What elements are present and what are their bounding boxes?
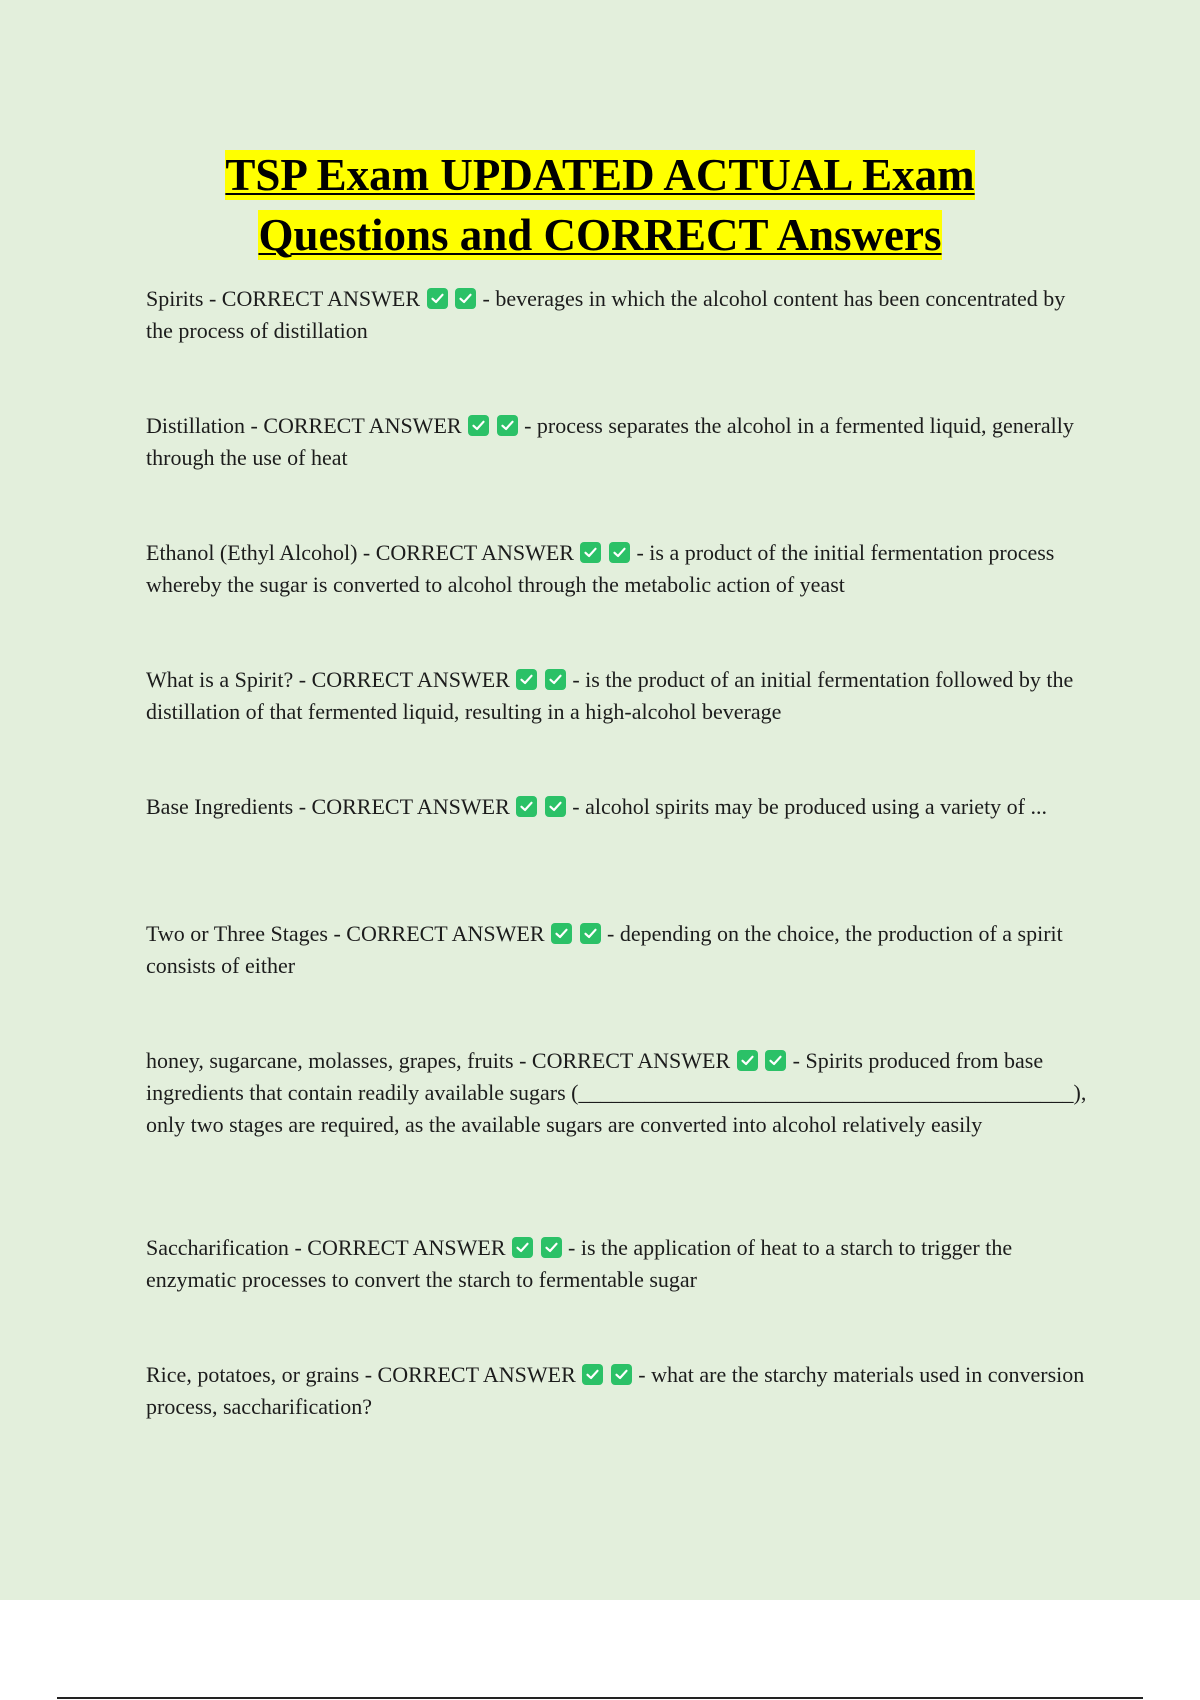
- check-mark-icon: [737, 1050, 758, 1071]
- qa-separator: - CORRECT ANSWER: [245, 413, 462, 438]
- qa-term: Saccharification: [146, 1235, 289, 1260]
- qa-item: [146, 537, 1096, 601]
- check-mark-icon: [455, 288, 476, 309]
- qa-answer: - Spirits produced from base ingredients that contain readily available sugars (_____________________________________________), only two stages are required, as the available sugars are converted into alcohol relatively easily: [146, 1048, 1087, 1137]
- qa-item: [146, 1232, 1096, 1296]
- qa-separator: - CORRECT ANSWER: [327, 921, 545, 946]
- qa-item: [146, 918, 1096, 982]
- qa-answer: - what are the starchy materials used in conversion process, saccharification?: [146, 1362, 1085, 1419]
- qa-separator: - CORRECT ANSWER: [293, 667, 510, 692]
- qa-item: [146, 410, 1096, 474]
- check-mark-icon: [516, 796, 537, 817]
- qa-term: Distillation: [146, 413, 245, 438]
- qa-item: [146, 1045, 1096, 1141]
- title-line-1: TSP Exam UPDATED ACTUAL Exam: [225, 150, 975, 200]
- qa-answer: - is a product of the initial fermentation process whereby the sugar is converted to alcohol through the metabolic action of yeast: [146, 540, 1055, 597]
- check-mark-icon: [765, 1050, 786, 1071]
- qa-separator: - CORRECT ANSWER: [288, 1235, 506, 1260]
- qa-item: [146, 791, 1096, 823]
- check-mark-icon: [609, 542, 630, 563]
- qa-term: Spirits: [146, 286, 204, 311]
- qa-item: [146, 1359, 1096, 1423]
- check-mark-icon: [611, 1364, 632, 1385]
- qa-term: honey, sugarcane, molasses, grapes, fruits: [146, 1048, 514, 1073]
- check-mark-icon: [512, 1237, 533, 1258]
- check-mark-icon: [582, 1364, 603, 1385]
- qa-term: Two or Three Stages: [146, 921, 328, 946]
- check-mark-icon: [580, 923, 601, 944]
- check-mark-icon: [497, 415, 518, 436]
- qa-term: What is a Spirit?: [146, 667, 294, 692]
- check-mark-icon: [545, 796, 566, 817]
- qa-item: [146, 664, 1096, 728]
- document-title: [0, 145, 1200, 265]
- check-mark-icon: [545, 669, 566, 690]
- qa-separator: - CORRECT ANSWER: [203, 286, 421, 311]
- qa-answer: - beverages in which the alcohol content has been concentrated by the process of distillation: [146, 286, 1066, 343]
- check-mark-icon: [427, 288, 448, 309]
- title-line-2: Questions and CORRECT Answers: [258, 210, 942, 260]
- qa-answer: - is the application of heat to a starch to trigger the enzymatic processes to convert the starch to fermentable sugar: [146, 1235, 1013, 1292]
- qa-separator: - CORRECT ANSWER: [513, 1048, 731, 1073]
- qa-term: Ethanol (Ethyl Alcohol): [146, 540, 358, 565]
- qa-answer: - alcohol spirits may be produced using a variety of ...: [572, 794, 1048, 819]
- qa-term: Rice, potatoes, or grains: [146, 1362, 360, 1387]
- qa-item: [146, 283, 1096, 347]
- page-divider: [57, 1697, 1143, 1699]
- check-mark-icon: [468, 415, 489, 436]
- qa-answer: - depending on the choice, the production of a spirit consists of either: [146, 921, 1063, 978]
- check-mark-icon: [580, 542, 601, 563]
- check-mark-icon: [551, 923, 572, 944]
- qa-separator: - CORRECT ANSWER: [357, 540, 574, 565]
- qa-answer: - process separates the alcohol in a fermented liquid, generally through the use of heat: [146, 413, 1074, 470]
- qa-answer: - is the product of an initial fermentation followed by the distillation of that fermented liquid, resulting in a high-alcohol beverage: [146, 667, 1074, 724]
- qa-term: Base Ingredients: [146, 794, 294, 819]
- check-mark-icon: [516, 669, 537, 690]
- check-mark-icon: [541, 1237, 562, 1258]
- qa-separator: - CORRECT ANSWER: [293, 794, 510, 819]
- qa-separator: - CORRECT ANSWER: [359, 1362, 576, 1387]
